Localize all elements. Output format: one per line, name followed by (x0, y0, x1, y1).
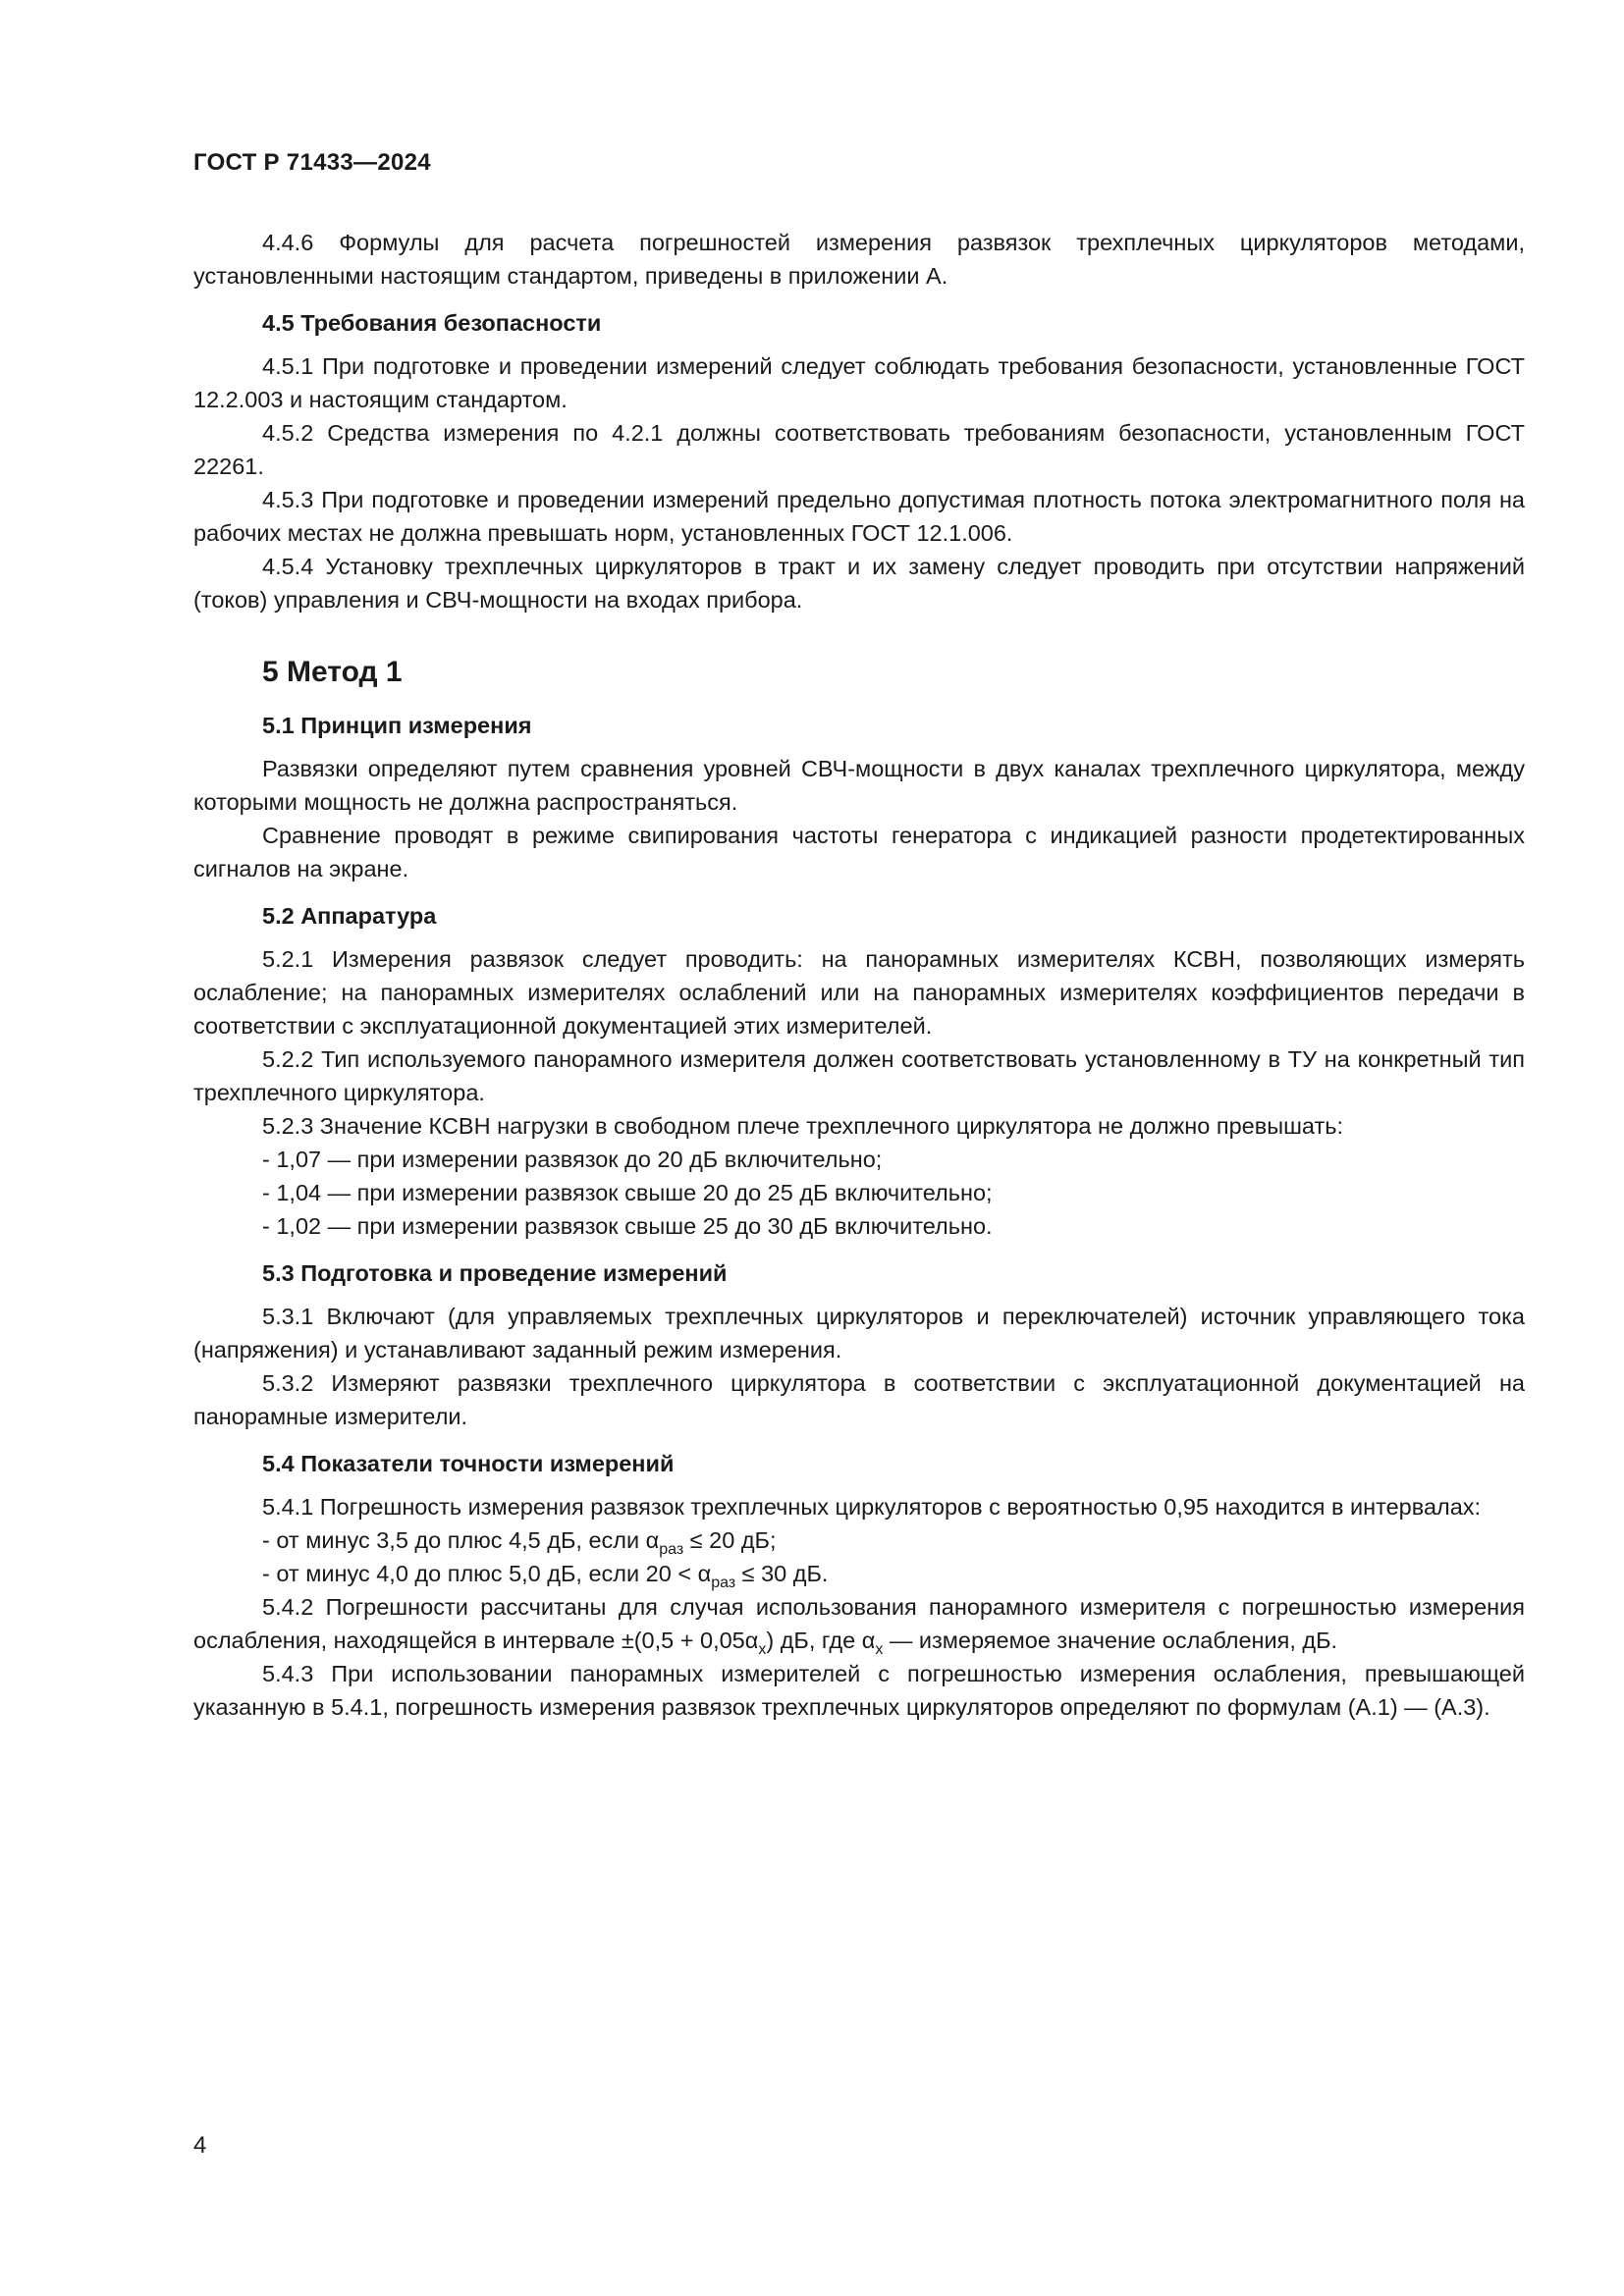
document-header: ГОСТ Р 71433—2024 (193, 149, 431, 176)
paragraph-4-5-2: 4.5.2 Средства измерения по 4.2.1 должны соответствовать требованиям безопасности, установленным ГОСТ 22261. (193, 420, 1525, 479)
paragraph-5-2-2: 5.2.2 Тип используемого панорамного измерителя должен соответствовать установленному в ТУ на конкретный тип трехплечного циркулятора. (193, 1046, 1525, 1105)
list-item-text: ≤ 30 дБ. (735, 1561, 829, 1586)
paragraph-5-3-1: 5.3.1 Включают (для управляемых трехплечных циркуляторов и переключателей) источник управляющего тока (напряжения) и устанавливают заданный режим измерения. (193, 1304, 1525, 1362)
page-number: 4 (193, 2132, 207, 2159)
paragraph-5-4-2 (193, 1590, 1525, 1657)
paragraph-5-3-2: 5.3.2 Измеряют развязки трехплечного циркулятора в соответствии с эксплуатационной документацией на панорамные измерители. (193, 1370, 1525, 1429)
paragraph-4-5-1: 4.5.1 При подготовке и проведении измерений следует соблюдать требования безопасности, установленные ГОСТ 12.2.003 и настоящим стандартом. (193, 353, 1525, 412)
paragraph-5-2-1: 5.2.1 Измерения развязок следует проводить: на панорамных измерителях КСВН, позволяющих измерять ослабление; на панорамных измерителях ослаблений или на панорамных измерителях коэффициентов передачи в соответствии с эксплуатационной документацией этих измерителей. (193, 946, 1525, 1039)
section-heading-5: 5 Метод 1 (262, 656, 403, 688)
alpha-symbol: α (861, 1628, 876, 1653)
paragraph-5-1-a: Развязки определяют путем сравнения уровней СВЧ-мощности в двух каналах трехплечного циркулятора, между которыми мощность не должна распространяться. (193, 756, 1525, 815)
section-heading-5-3: 5.3 Подготовка и проведение измерений (262, 1260, 728, 1286)
paragraph-5-2-3: 5.2.3 Значение КСВН нагрузки в свободном плече трехплечного циркулятора не должно превышать: (262, 1113, 1344, 1139)
list-item: - 1,04 — при измерении развязок свыше 20 до 25 дБ включительно; (262, 1176, 1525, 1209)
paragraph-text: 5.4.2 Погрешности рассчитаны для случая использования панорамного измерителя с погрешностью измерения ослабления, находящейся в интервале ±(0,5 + 0,05 (193, 1594, 1525, 1653)
paragraph-5-4-1: 5.4.1 Погрешность измерения развязок трехплечных циркуляторов с вероятностью 0,95 находится в интервалах: (262, 1494, 1482, 1520)
paragraph-4-5-4: 4.5.4 Установку трехплечных циркуляторов в тракт и их замену следует проводить при отсутствии напряжений (токов) управления и СВЧ-мощности на входах прибора. (193, 554, 1525, 613)
section-heading-5-1: 5.1 Принцип измерения (262, 713, 532, 738)
alpha-subscript: раз (711, 1575, 736, 1591)
list-item-text: от минус 3,5 до плюс 4,5 дБ, если (276, 1527, 646, 1553)
paragraph-5-4-3: 5.4.3 При использовании панорамных измерителей с погрешностью измерения ослабления, превышающей указанную в 5.4.1, погрешность измерения развязок трехплечных циркуляторов определяют по формулам (А.1) — (А.3). (193, 1661, 1525, 1720)
list-item-text: от минус 4,0 до плюс 5,0 дБ, если 20 < (276, 1561, 698, 1586)
alpha-symbol: α (697, 1561, 712, 1586)
list-item-text: ≤ 20 дБ; (683, 1527, 777, 1553)
alpha-subscript: x (875, 1641, 884, 1658)
alpha-subscript: x (758, 1641, 767, 1658)
paragraph-text: ) дБ, где (766, 1628, 862, 1653)
paragraph-text: — измеряемое значение ослабления, дБ. (883, 1628, 1338, 1653)
list-item (262, 1557, 1525, 1590)
document-body (193, 226, 1525, 1724)
paragraph-5-1-b: Сравнение проводят в режиме свипирования частоты генератора с индикацией разности продетектированных сигналов на экране. (193, 823, 1525, 881)
paragraph-4-4-6: 4.4.6 Формулы для расчета погрешностей измерения развязок трехплечных циркуляторов методами, установленными настоящим стандартом, приведены в приложении А. (193, 230, 1525, 289)
alpha-symbol: α (744, 1628, 759, 1653)
alpha-subscript: раз (659, 1541, 684, 1558)
section-heading-5-2: 5.2 Аппаратура (262, 903, 437, 929)
list-item: - 1,07 — при измерении развязок до 20 дБ включительно; (262, 1143, 1525, 1176)
alpha-symbol: α (645, 1527, 660, 1553)
section-heading-4-5: 4.5 Требования безопасности (262, 310, 602, 336)
paragraph-4-5-3: 4.5.3 При подготовке и проведении измерений предельно допустимая плотность потока электромагнитного поля на рабочих местах не должна превышать норм, установленных ГОСТ 12.1.006. (193, 487, 1525, 546)
list-item: - 1,02 — при измерении развязок свыше 25 до 30 дБ включительно. (262, 1209, 1525, 1243)
list-item (262, 1523, 1525, 1557)
section-heading-5-4: 5.4 Показатели точности измерений (262, 1451, 675, 1476)
